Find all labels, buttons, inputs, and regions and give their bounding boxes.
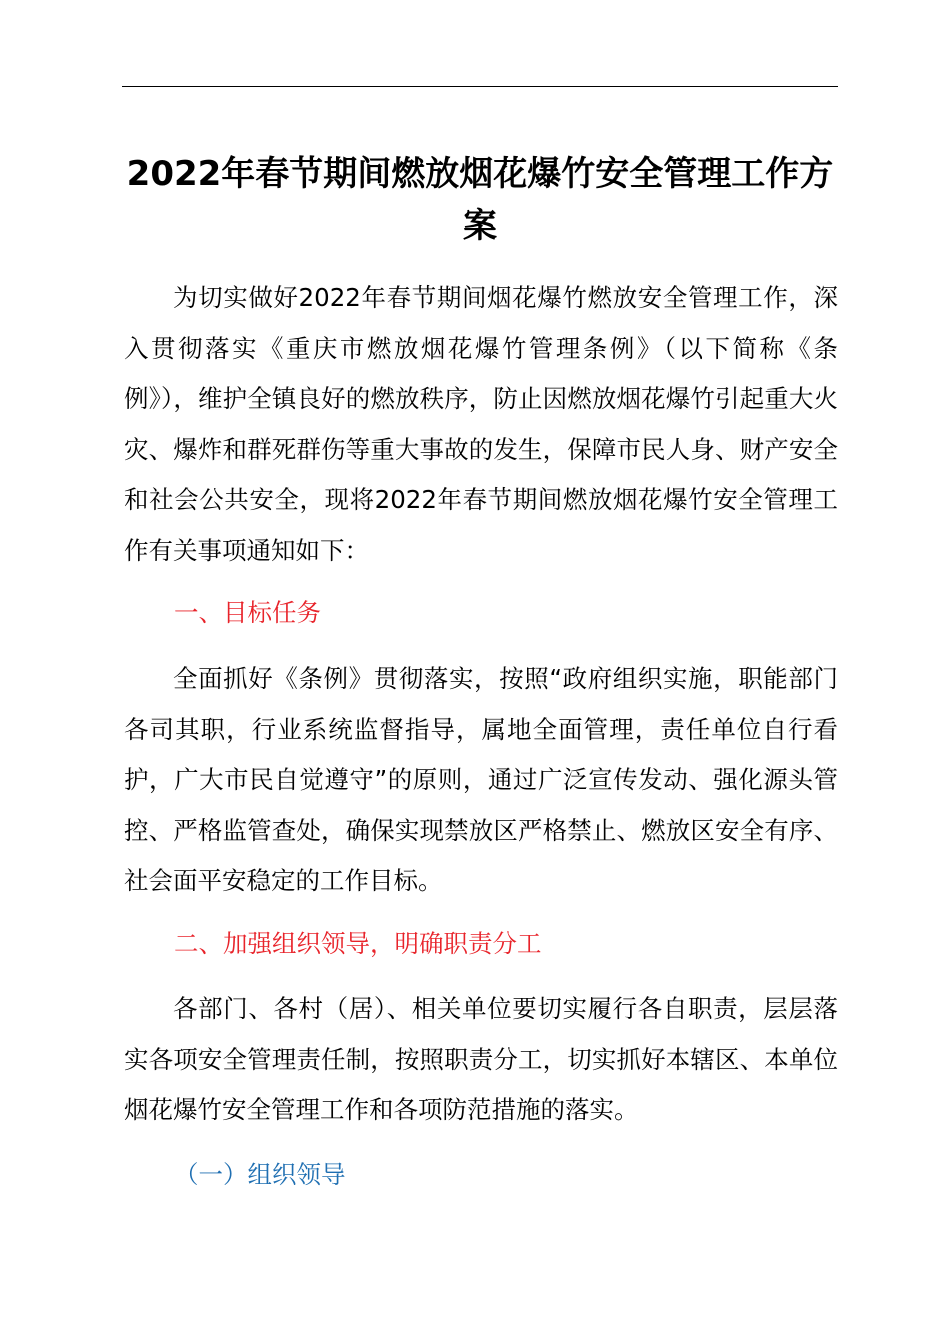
document-title: 2022年春节期间燃放烟花爆竹安全管理工作方案 [126, 154, 834, 246]
top-rule [122, 86, 838, 87]
section-paragraph-2: 各部门、各村（居）、相关单位要切实履行各自职责，层层落实各项安全管理责任制，按照职责分工，切实抓好本辖区、本单位烟花爆竹安全管理工作和各项防范措施的落实。 [124, 994, 838, 1124]
section-heading-1: 一、目标任务 [174, 598, 321, 627]
intro-paragraph: 为切实做好2022年春节期间烟花爆竹燃放安全管理工作，深入贯彻落实《重庆市燃放烟花爆竹管理条例》（以下简称《条例》），维护全镇良好的燃放秩序，防止因燃放烟花爆竹引起重大火灾、爆炸和群死群伤等重大事故的发生，保障市民人身、财产安全和社会公共安全，现将2022年春节期间燃放烟花爆竹安全管理工作有关事项通知如下： [124, 283, 838, 565]
subheading-1: （一）组织领导 [174, 1160, 346, 1189]
section-paragraph-1: 全面抓好《条例》贯彻落实，按照“政府组织实施，职能部门各司其职，行业系统监督指导，属地全面管理，责任单位自行看护，广大市民自觉遵守”的原则，通过广泛宣传发动、强化源头管控、严格监管查处，确保实现禁放区严格禁止、燃放区安全有序、社会面平安稳定的工作目标。 [124, 664, 838, 895]
section-heading-2: 二、加强组织领导，明确职责分工 [174, 929, 542, 958]
